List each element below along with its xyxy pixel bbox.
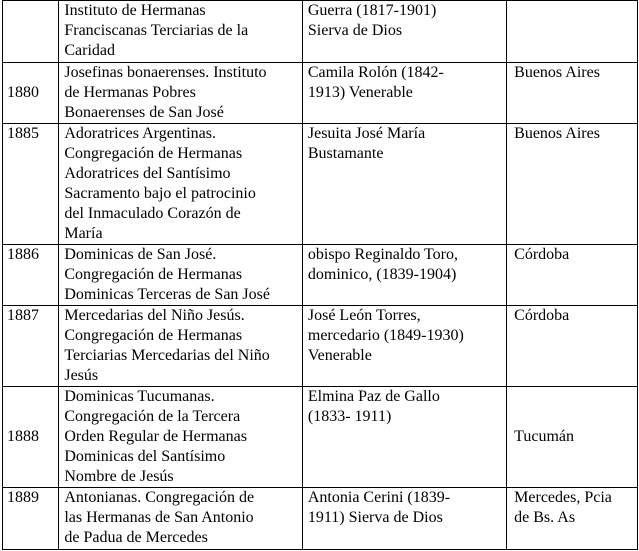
founder-cell: Elmina Paz de Gallo (1833- 1911) bbox=[302, 387, 506, 488]
founder-cell: Guerra (1817-1901) Sierva de Dios bbox=[302, 1, 506, 63]
founder-cell: Antonia Cerini (1839- 1911) Sierva de Dios bbox=[302, 488, 506, 550]
founder-cell: José León Torres, mercedario (1849-1930) Venerable bbox=[302, 306, 506, 387]
table-row bbox=[3, 488, 638, 550]
year-cell: 1886 bbox=[3, 245, 59, 306]
year-cell: 1888 bbox=[3, 387, 59, 488]
institution-cell: Mercedarias del Niño Jesús. Congregación de Hermanas Terciarias Mercedarias del Niño Jesús bbox=[59, 306, 303, 387]
institution-cell: Antonianas. Congregación de las Hermanas de San Antonio de Padua de Mercedes bbox=[59, 488, 303, 550]
place-cell bbox=[507, 1, 638, 63]
year-cell: 1880 bbox=[3, 63, 59, 124]
founder-cell: obispo Reginaldo Toro, dominico, (1839-1904) bbox=[302, 245, 506, 306]
institution-cell: Dominicas Tucumanas. Congregación de la Tercera Orden Regular de Hermanas Dominicas del Santísimo Nombre de Jesús bbox=[59, 387, 303, 488]
founder-cell: Camila Rolón (1842- 1913) Venerable bbox=[302, 63, 506, 124]
place-cell: Buenos Aires bbox=[507, 63, 638, 124]
place-cell: Córdoba bbox=[507, 306, 638, 387]
year-cell bbox=[3, 1, 59, 63]
congregations-table bbox=[2, 0, 638, 550]
place-cell: Tucumán bbox=[507, 387, 638, 488]
institution-cell: Adoratrices Argentinas. Congregación de Hermanas Adoratrices del Santísimo Sacramento bajo el patrocinio del Inmaculado Corazón de María bbox=[59, 124, 303, 245]
place-cell: Mercedes, Pcia de Bs. As bbox=[507, 488, 638, 550]
institution-cell: Instituto de Hermanas Franciscanas Terciarias de la Caridad bbox=[59, 1, 303, 63]
year-cell: 1885 bbox=[3, 124, 59, 245]
year-cell: 1887 bbox=[3, 306, 59, 387]
table-row bbox=[3, 306, 638, 387]
table-row bbox=[3, 124, 638, 245]
table-row bbox=[3, 1, 638, 63]
place-cell: Buenos Aires bbox=[507, 124, 638, 245]
year-cell: 1889 bbox=[3, 488, 59, 550]
place-cell: Córdoba bbox=[507, 245, 638, 306]
table-row bbox=[3, 63, 638, 124]
institution-cell: Josefinas bonaerenses. Instituto de Hermanas Pobres Bonaerenses de San José bbox=[59, 63, 303, 124]
institution-cell: Dominicas de San José. Congregación de Hermanas Dominicas Terceras de San José bbox=[59, 245, 303, 306]
table-row bbox=[3, 387, 638, 488]
founder-cell: Jesuita José María Bustamante bbox=[302, 124, 506, 245]
table-row bbox=[3, 245, 638, 306]
